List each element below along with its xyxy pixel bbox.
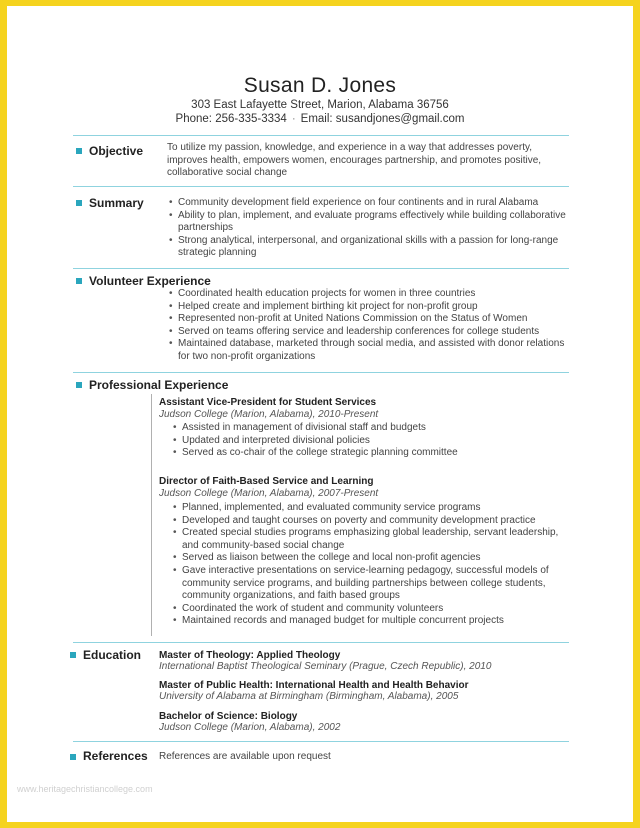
job-title: Director of Faith-Based Service and Learning [159, 476, 374, 487]
list-item: • Maintained records and managed budget for multiple concurrent projects [173, 615, 568, 628]
section-divider [73, 642, 569, 643]
volunteer-heading: Volunteer Experience [89, 274, 211, 288]
references-heading: References [83, 749, 148, 763]
section-divider [73, 135, 569, 136]
contact-line [7, 113, 633, 125]
list-item: • Helped create and implement birthing kit project for non-profit group [169, 301, 569, 314]
objective-text: To utilize my passion, knowledge, and experience in a way that addresses poverty, improves health, empowers women, encourages partnership, and promotes positive, collaborative social change [167, 142, 542, 179]
list-item: • Gave interactive presentations on service-learning pedagogy, successful models of community service programs, and building partnerships between college students, community organizations, and faith based groups [173, 565, 568, 603]
education-heading: Education [83, 648, 142, 662]
list-item: • Coordinated health education projects for women in three countries [169, 288, 569, 301]
summary-list [169, 197, 569, 260]
objective-heading: Objective [89, 144, 144, 158]
professional-heading: Professional Experience [89, 378, 229, 392]
resume-page [7, 6, 633, 822]
summary-heading: Summary [89, 196, 144, 210]
list-item: • Created special studies programs emphasizing global leadership, servant leadership, and community-based social change [173, 527, 568, 552]
section-divider [73, 741, 569, 742]
list-item: • Coordinated the work of student and community volunteers [173, 603, 568, 616]
section-marker-icon [70, 652, 76, 658]
section-vertical-line [151, 394, 152, 636]
section-marker-icon [76, 382, 82, 388]
section-marker-icon [76, 148, 82, 154]
job-duties-list [173, 502, 568, 628]
phone-text: Phone: 256-335-3334 [175, 113, 287, 125]
degree-institution: Judson College (Marion, Alabama), 2002 [159, 722, 341, 733]
section-marker-icon [76, 278, 82, 284]
job-title: Assistant Vice-President for Student Services [159, 397, 377, 408]
list-item: • Developed and taught courses on poverty and community development practice [173, 515, 568, 528]
degree-institution: International Baptist Theological Seminary (Prague, Czech Republic), 2010 [159, 661, 492, 672]
volunteer-list [169, 288, 569, 364]
list-item: • Updated and interpreted divisional policies [173, 435, 568, 448]
degree-title: Bachelor of Science: Biology [159, 711, 298, 722]
references-text: References are available upon request [159, 751, 331, 762]
contact-separator: · [291, 113, 296, 125]
section-divider [73, 268, 569, 269]
degree-institution: University of Alabama at Birmingham (Birmingham, Alabama), 2005 [159, 691, 459, 702]
list-item: • Strong analytical, interpersonal, and organizational skills with a passion for long-range strategic planning [169, 235, 569, 260]
section-marker-icon [70, 754, 76, 760]
list-item: • Maintained database, marketed through social media, and assisted with donor relations for two non-profit organizations [169, 338, 569, 363]
list-item: • Served as liaison between the college and local non-profit agencies [173, 552, 568, 565]
job-organization: Judson College (Marion, Alabama), 2007-Present [159, 488, 379, 499]
list-item: • Assisted in management of divisional staff and budgets [173, 422, 568, 435]
list-item: • Served on teams offering service and leadership conferences for college students [169, 326, 569, 339]
watermark-text: www.heritagechristiancollege.com [17, 784, 153, 794]
job-duties-list [173, 422, 568, 460]
section-divider [73, 186, 569, 187]
section-marker-icon [76, 200, 82, 206]
list-item: • Represented non-profit at United Nations Commission on the Status of Women [169, 313, 569, 326]
candidate-name: Susan D. Jones [243, 74, 397, 97]
degree-title: Master of Public Health: International Health and Health Behavior [159, 680, 469, 691]
list-item: • Community development field experience on four continents and in rural Alabama [169, 197, 569, 210]
job-organization: Judson College (Marion, Alabama), 2010-Present [159, 409, 379, 420]
degree-title: Master of Theology: Applied Theology [159, 650, 341, 661]
section-divider [73, 372, 569, 373]
email-text: Email: susandjones@gmail.com [300, 113, 465, 125]
address-line: 303 East Lafayette Street, Marion, Alabama 36756 [191, 99, 449, 111]
list-item: • Served as co-chair of the college strategic planning committee [173, 447, 568, 460]
list-item: • Ability to plan, implement, and evaluate programs effectively while building collaborative partnerships [169, 210, 569, 235]
list-item: • Planned, implemented, and evaluated community service programs [173, 502, 568, 515]
